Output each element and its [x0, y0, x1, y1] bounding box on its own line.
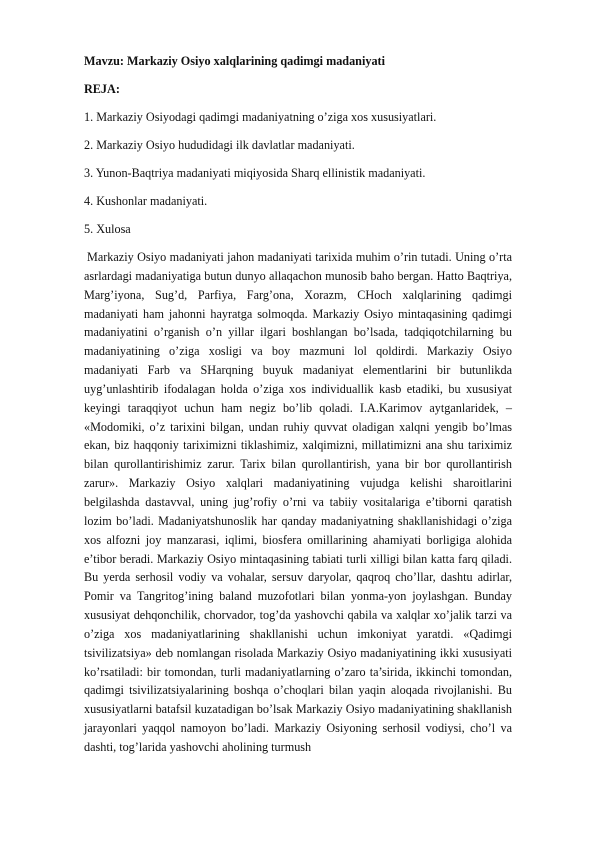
document-page — [84, 52, 512, 757]
plan-item: 4. Kushonlar madaniyati. — [84, 194, 208, 208]
plan-item: 2. Markaziy Osiyo hududidagi ilk davlatlar madaniyati. — [84, 138, 355, 152]
document-title: Mavzu: Markaziy Osiyo xalqlarining qadimgi madaniyati — [84, 54, 385, 68]
body-paragraph: Markaziy Osiyo madaniyati jahon madaniyati tarixida muhim o’rin tutadi. Uning o’rta asrlardagi madaniyatiga butun dunyo allaqachon munosib baho bergan. Hatto Baqtriya, Marg’iyona, Sug’d, Parfiya, Farg’ona, Xorazm, CHoch xalqlarining qadimgi madaniyati ham jahonni hayratga solmoqda. Markaziy Osiyo mintaqasining qadimgi madaniyatini o’rganish o’n yillar ilgari boshlangan bo’lsada, tadqiqotchilarning bu madaniyatining o’ziga xosligi va boy mazmuni lol qoldirdi. Markaziy Osiyo madaniyati Farb va SHarqning buyuk madaniyat elementlarini bir butunlikda uyg’unlashtirib ifodalagan holda o’ziga xos individuallik kasb etadiki, bu xususiyat keyingi taraqqiyot uchun ham negiz bo’lib qoladi. I.A.Karimov aytganlaridek, – «Modomiki, o’z tarixini bilgan, undan ruhiy quvvat oladigan xalqni yengib bo’lmas ekan, biz haqqoniy tariximizni tiklashimiz, xalqimizni, millatimizni ana shu tariximiz bilan qurollantirishimiz zarur. Tarix bilan qurollantirish, yana bir bor qurollantirish zarur». Markaziy Osiyo xalqlari madaniyatining vujudga kelishi sharoitlarini belgilashda dastavval, uning jug’rofiy o’rni va tabiiy vositalariga e’tiborni qaratish lozim bo’ladi. Madaniyatshunoslik har qanday madaniyatning shakllanishidagi o’ziga xos alfozni joy manzarasi, iqlimi, biosfera omillarining ahamiyati borligiga alohida e’tibor beradi. Markaziy Osiyo mintaqasining tabiati turli xilligi bilan katta farq qiladi. Bu yerda serhosil vodiy va vohalar, sersuv daryolar, qaqroq cho’llar, dashtu adirlar, Pomir va Tangritog’ining baland muzofotlari bilan yonma-yon joylashgan. Bunday xususiyat dehqonchilik, chorvador, tog’da yashovchi qabila va xalqlar xo’jalik tarzi va o’ziga xos madaniyatlarining shakllanishi uchun imkoniyat yaratdi. «Qadimgi tsivilizatsiya» deb nomlangan risolada Markaziy Osiyo madaniyatining ikki xususiyati ko’rsatiladi: bir tomondan, turli madaniyatlarning o’zaro ta’sirida, ikkinchi tomondan, qadimgi tsivilizatsiyalarining boshqa o’choqlari bilan yaqin aloqada rivojlanishi. Bu xususiyatlarni batafsil kuzatadigan bo’lsak Markaziy Osiyo madaniyatining shakllanish jarayonlari yaqqol namoyon bo’ladi. Markaziy Osiyoning serhosil vodiysi, cho’l va dashti, tog’larida yashovchi aholining turmush — [84, 250, 512, 754]
plan-item: 1. Markaziy Osiyodagi qadimgi madaniyatning o’ziga xos xususiyatlari. — [84, 110, 437, 124]
plan-item: 3. Yunon-Baqtriya madaniyati miqiyosida Sharq ellinistik madaniyati. — [84, 166, 426, 180]
plan-heading: REJA: — [84, 82, 120, 96]
plan-item: 5. Xulosa — [84, 222, 131, 236]
